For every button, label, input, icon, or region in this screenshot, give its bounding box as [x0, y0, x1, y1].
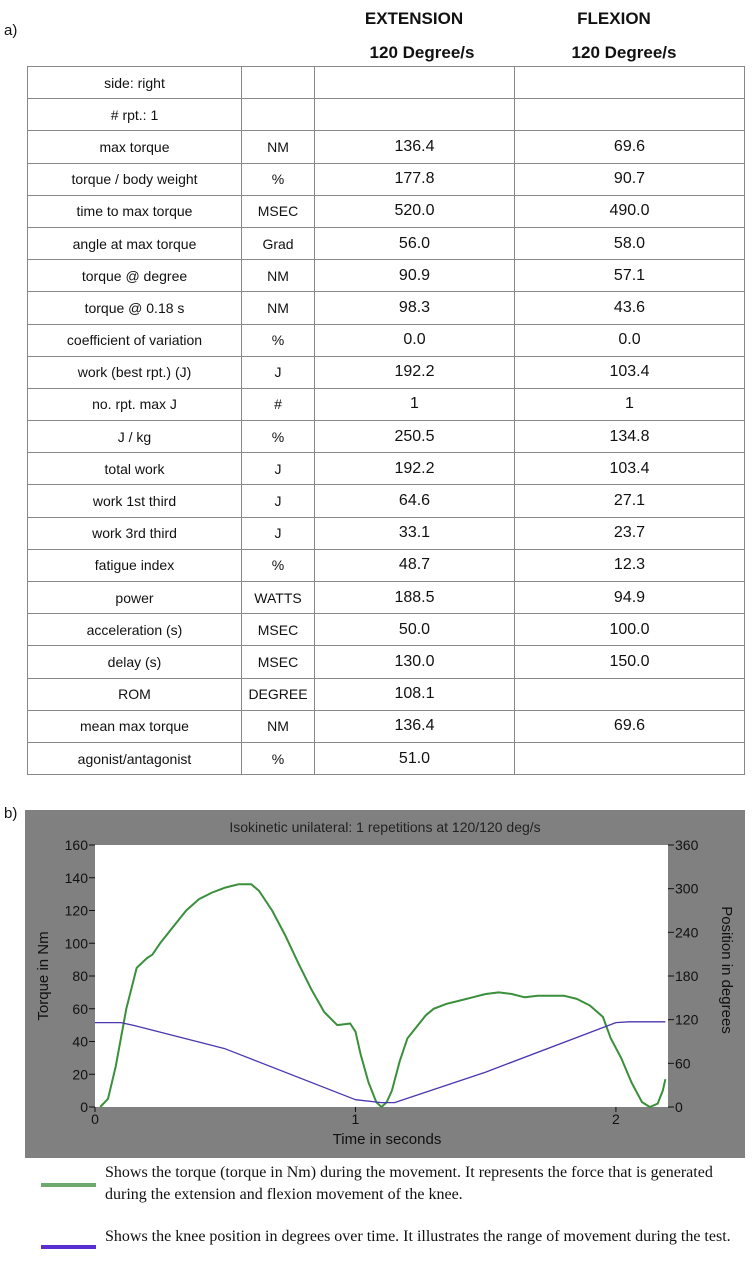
left-tick-label: 160 [64, 837, 88, 853]
flexion-value-cell: 27.1 [515, 485, 745, 517]
unit-cell: % [242, 163, 315, 195]
unit-cell: Grad [242, 227, 315, 259]
table-row [28, 517, 745, 549]
param-cell: max torque [28, 131, 242, 163]
param-cell: mean max torque [28, 710, 242, 742]
extension-value-cell: 33.1 [315, 517, 515, 549]
flexion-value-cell: 23.7 [515, 517, 745, 549]
table-row [28, 549, 745, 581]
table-row [28, 356, 745, 388]
flexion-value-cell: 69.6 [515, 131, 745, 163]
unit-cell: # [242, 388, 315, 420]
left-tick-label: 60 [72, 1000, 88, 1017]
flexion-value-cell: 1 [515, 388, 745, 420]
param-cell: J / kg [28, 421, 242, 453]
left-axis-label: Torque in Nm [35, 931, 52, 1021]
flexion-value-cell: 90.7 [515, 163, 745, 195]
param-cell: delay (s) [28, 646, 242, 678]
unit-cell: DEGREE [242, 678, 315, 710]
unit-cell: WATTS [242, 582, 315, 614]
table-row [28, 421, 745, 453]
unit-cell: J [242, 453, 315, 485]
extension-speed-header: 120 Degree/s [369, 43, 475, 62]
param-cell: work 1st third [28, 485, 242, 517]
table-row [28, 582, 745, 614]
extension-value-cell: 1 [315, 388, 515, 420]
table-row [28, 67, 745, 99]
extension-value-cell: 64.6 [315, 485, 515, 517]
flexion-value-cell: 490.0 [515, 195, 745, 227]
param-cell: fatigue index [28, 549, 242, 581]
flexion-value-cell: 12.3 [515, 549, 745, 581]
extension-value-cell: 130.0 [315, 646, 515, 678]
extension-value-cell [315, 99, 515, 131]
left-tick-label: 80 [72, 968, 88, 984]
unit-cell [242, 67, 315, 99]
torque-legend-swatch [41, 1183, 96, 1187]
x-tick-label: 0 [91, 1111, 99, 1127]
flexion-value-cell [515, 742, 745, 774]
param-cell: torque @ 0.18 s [28, 292, 242, 324]
param-cell: coefficient of variation [28, 324, 242, 356]
table-row [28, 710, 745, 742]
param-cell: power [28, 582, 242, 614]
flexion-value-cell: 57.1 [515, 260, 745, 292]
position-legend-swatch [41, 1245, 96, 1249]
flexion-value-cell: 0.0 [515, 324, 745, 356]
unit-cell: % [242, 549, 315, 581]
torque-position-chart [25, 810, 745, 1158]
unit-cell: % [242, 324, 315, 356]
chart-title: Isokinetic unilateral: 1 repetitions at 120/120 deg/s [229, 819, 541, 835]
unit-cell: NM [242, 710, 315, 742]
param-cell: ROM [28, 678, 242, 710]
plot-area [95, 845, 668, 1107]
table-row [28, 485, 745, 517]
extension-value-cell: 136.4 [315, 710, 515, 742]
flexion-value-cell: 94.9 [515, 582, 745, 614]
left-tick-label: 100 [64, 935, 88, 952]
torque-legend-text: Shows the torque (torque in Nm) during the movement. It represents the force that is generated during the extension and flexion movement of the knee. [105, 1164, 713, 1203]
param-cell: torque / body weight [28, 163, 242, 195]
x-tick-label: 2 [612, 1111, 620, 1127]
param-cell: # rpt.: 1 [28, 99, 242, 131]
x-tick-label: 1 [351, 1111, 360, 1127]
unit-cell: NM [242, 260, 315, 292]
flexion-value-cell: 100.0 [515, 614, 745, 646]
extension-value-cell: 192.2 [315, 356, 515, 388]
table-row [28, 260, 745, 292]
extension-value-cell: 51.0 [315, 742, 515, 774]
table-row [28, 388, 745, 420]
flexion-value-cell: 69.6 [515, 710, 745, 742]
table-row [28, 292, 745, 324]
table-row [28, 99, 745, 131]
right-tick-label: 240 [675, 924, 699, 941]
unit-cell [242, 99, 315, 131]
extension-value-cell: 108.1 [315, 678, 515, 710]
extension-value-cell: 192.2 [315, 453, 515, 485]
unit-cell: NM [242, 131, 315, 163]
flexion-value-cell: 134.8 [515, 421, 745, 453]
flexion-value-cell: 103.4 [515, 356, 745, 388]
flexion-value-cell: 103.4 [515, 453, 745, 485]
right-tick-label: 120 [675, 1011, 699, 1028]
flexion-header: FLEXION [577, 9, 651, 28]
extension-value-cell [315, 67, 515, 99]
results-table [27, 66, 745, 775]
extension-value-cell: 56.0 [315, 227, 515, 259]
right-tick-label: 0 [675, 1099, 683, 1115]
extension-value-cell: 188.5 [315, 582, 515, 614]
flexion-speed-header: 120 Degree/s [571, 43, 677, 62]
param-cell: time to max torque [28, 195, 242, 227]
param-cell: no. rpt. max J [28, 388, 242, 420]
table-row [28, 227, 745, 259]
flexion-value-cell: 150.0 [515, 646, 745, 678]
extension-value-cell: 250.5 [315, 421, 515, 453]
extension-value-cell: 136.4 [315, 131, 515, 163]
param-cell: acceleration (s) [28, 614, 242, 646]
extension-value-cell: 520.0 [315, 195, 515, 227]
table-row [28, 614, 745, 646]
param-cell: angle at max torque [28, 227, 242, 259]
panel-a-label: a) [4, 22, 18, 39]
param-cell: work (best rpt.) (J) [28, 356, 242, 388]
extension-value-cell: 177.8 [315, 163, 515, 195]
param-cell: total work [28, 453, 242, 485]
table-row [28, 678, 745, 710]
table-row [28, 195, 745, 227]
param-cell: side: right [28, 67, 242, 99]
right-tick-label: 300 [675, 880, 699, 897]
extension-value-cell: 0.0 [315, 324, 515, 356]
extension-value-cell: 50.0 [315, 614, 515, 646]
param-cell: agonist/antagonist [28, 742, 242, 774]
extension-value-cell: 98.3 [315, 292, 515, 324]
left-tick-label: 140 [64, 869, 88, 886]
left-tick-label: 0 [80, 1099, 88, 1115]
right-tick-label: 60 [675, 1055, 691, 1072]
flexion-value-cell [515, 99, 745, 131]
unit-cell: J [242, 356, 315, 388]
unit-cell: % [242, 421, 315, 453]
left-tick-label: 20 [72, 1066, 88, 1083]
flexion-value-cell [515, 67, 745, 99]
unit-cell: NM [242, 292, 315, 324]
table-row [28, 131, 745, 163]
unit-cell: MSEC [242, 614, 315, 646]
unit-cell: J [242, 485, 315, 517]
extension-header: EXTENSION [364, 9, 464, 28]
table-row [28, 324, 745, 356]
left-tick-label: 40 [72, 1033, 88, 1050]
flexion-value-cell: 58.0 [515, 227, 745, 259]
right-tick-label: 180 [675, 968, 699, 984]
param-cell: torque @ degree [28, 260, 242, 292]
position-legend-text: Shows the knee position in degrees over time. It illustrates the range of movement during the test. [105, 1228, 731, 1245]
flexion-value-cell [515, 678, 745, 710]
table-row [28, 163, 745, 195]
right-axis-label: Position in degrees [718, 906, 735, 1034]
x-axis-label: Time in seconds [332, 1131, 442, 1148]
panel-b-label: b) [4, 805, 18, 822]
table-row [28, 742, 745, 774]
unit-cell: J [242, 517, 315, 549]
param-cell: work 3rd third [28, 517, 242, 549]
flexion-value-cell: 43.6 [515, 292, 745, 324]
table-row [28, 646, 745, 678]
unit-cell: MSEC [242, 646, 315, 678]
unit-cell: MSEC [242, 195, 315, 227]
right-tick-label: 360 [675, 837, 699, 853]
table-row [28, 453, 745, 485]
left-tick-label: 120 [64, 902, 88, 919]
extension-value-cell: 48.7 [315, 549, 515, 581]
extension-value-cell: 90.9 [315, 260, 515, 292]
unit-cell: % [242, 742, 315, 774]
